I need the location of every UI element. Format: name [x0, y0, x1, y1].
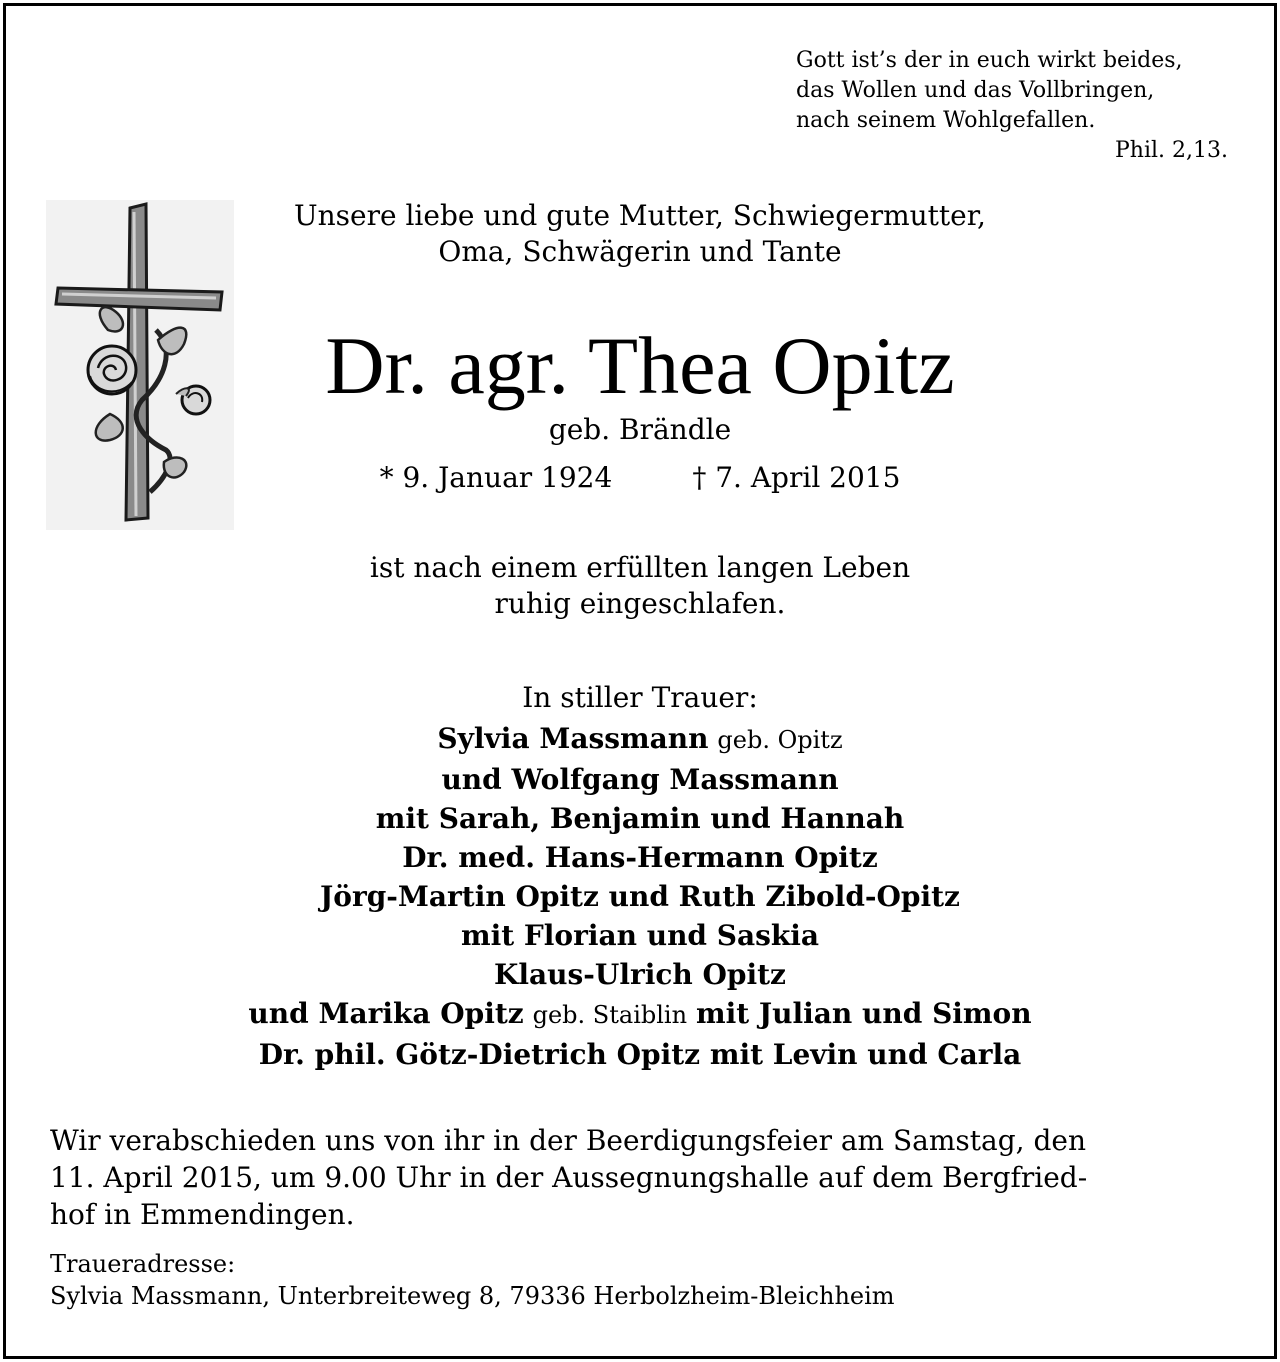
- mourner-name: Dr. phil. Götz-Dietrich Opitz mit Levin und Carla: [258, 1038, 1022, 1071]
- mourner-line: [100, 877, 1180, 916]
- mourner-name: Dr. med. Hans-Hermann Opitz: [402, 841, 878, 874]
- mourner-line: [100, 955, 1180, 994]
- birth-date: * 9. Januar 1924: [379, 461, 613, 494]
- verse-line: das Wollen und das Vollbringen,: [796, 78, 1155, 103]
- verse-reference: Phil. 2,13.: [1114, 138, 1228, 163]
- life-dates: [200, 460, 1080, 496]
- mourner-name: mit Florian und Saskia: [460, 919, 820, 952]
- mourner-name: und Marika Opitz: [248, 997, 524, 1030]
- mourner-line: [100, 799, 1180, 838]
- mourner-name: Sylvia Massmann: [437, 722, 709, 755]
- intro-line: Unsere liebe und gute Mutter, Schwiegermutter,: [294, 199, 986, 232]
- address-label: Traueradresse:: [50, 1250, 236, 1278]
- mourners-list: [100, 678, 1180, 1074]
- mourner-name: mit Julian und Simon: [695, 997, 1032, 1030]
- mourning-address: [50, 1248, 1230, 1312]
- funeral-line: 11. April 2015, um 9.00 Uhr in der Aussegnungshalle auf dem Bergfried-: [50, 1161, 1088, 1194]
- mourner-line: [100, 1035, 1180, 1074]
- funeral-announcement: [50, 1122, 1230, 1233]
- address-value: Sylvia Massmann, Unterbreiteweg 8, 79336 Herbolzheim-Bleichheim: [50, 1282, 895, 1310]
- verse-line: Gott ist’s der in euch wirkt beides,: [796, 48, 1183, 73]
- bible-verse: [796, 46, 1236, 166]
- funeral-line: Wir verabschieden uns von ihr in der Beerdigungsfeier am Samstag, den: [50, 1124, 1086, 1157]
- intro-text: [200, 198, 1080, 270]
- phrase-line: ruhig eingeschlafen.: [494, 587, 786, 620]
- mourner-line: [100, 760, 1180, 799]
- mourner-birth-name: geb. Opitz: [717, 726, 843, 754]
- mourner-name: mit Sarah, Benjamin und Hannah: [375, 802, 905, 835]
- intro-line: Oma, Schwägerin und Tante: [438, 235, 842, 268]
- deceased-name: Dr. agr. Thea Opitz: [325, 320, 955, 411]
- mourner-line: [100, 719, 1180, 760]
- mourner-birth-name: geb. Staiblin: [532, 1001, 688, 1029]
- mourner-line: [100, 916, 1180, 955]
- mourner-name: und Wolfgang Massmann: [441, 763, 839, 796]
- mourner-line: [100, 838, 1180, 877]
- mourners-label: In stiller Trauer:: [522, 681, 758, 714]
- death-date: † 7. April 2015: [692, 461, 901, 494]
- verse-line: nach seinem Wohlgefallen.: [796, 108, 1096, 133]
- mourner-name: Klaus-Ulrich Opitz: [494, 958, 786, 991]
- funeral-line: hof in Emmendingen.: [50, 1198, 355, 1231]
- passing-phrase: [200, 550, 1080, 622]
- mourner-line: [100, 994, 1180, 1035]
- phrase-line: ist nach einem erfüllten langen Leben: [369, 551, 911, 584]
- mourner-name: Jörg-Martin Opitz und Ruth Zibold-Opitz: [320, 880, 960, 913]
- birth-name: geb. Brändle: [548, 413, 732, 446]
